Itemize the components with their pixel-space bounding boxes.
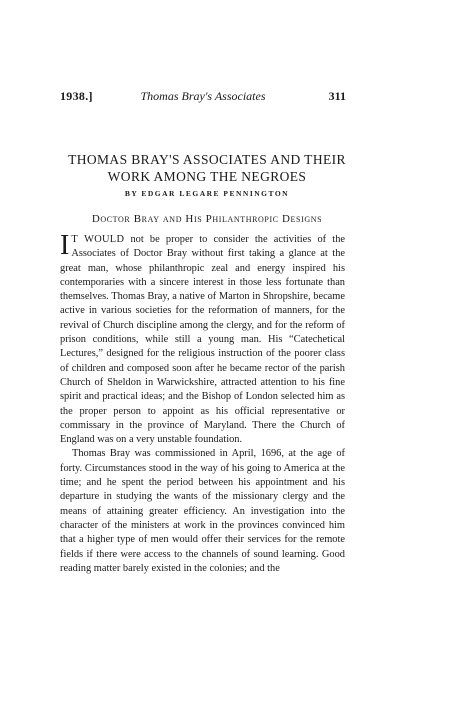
paragraph-2: Thomas Bray was commissioned in April, 1696, at the age of forty. Circumstances stood in the way of his going to America at the time; and he spent the period between his appointment and his departure in studying the wants of the missionary clergy and the means of attaining greater efficiency. An investigation into the character of the ministers at work in the provinces convinced him that a higher type of men would offer their services for the remote fields if there were access to the channels of sound learning. Good reading matter barely existed in the colonies; and the bbox=[60, 448, 345, 574]
paragraph-1 bbox=[60, 230, 345, 447]
section-heading: Doctor Bray and His Philanthropic Designs bbox=[91, 213, 323, 225]
article-title-line-2: WORK AMONG THE NEGROES bbox=[107, 169, 307, 184]
lead-in: T WOULD bbox=[71, 234, 125, 245]
drop-cap: I bbox=[60, 230, 70, 261]
page-number: 311 bbox=[328, 89, 346, 103]
author-byline: BY EDGAR LEGARE PENNINGTON bbox=[124, 189, 290, 198]
running-head-title: Thomas Bray's Associates bbox=[140, 89, 266, 103]
running-head-year: 1938.] bbox=[60, 89, 93, 103]
article-title bbox=[40, 151, 374, 185]
running-head bbox=[60, 89, 346, 105]
article-title-line-1: THOMAS BRAY'S ASSOCIATES AND THEIR bbox=[68, 152, 346, 167]
paragraph-1-text: not be proper to consider the activities of the Associates of Doctor Bray without first taking a glance at the great man, whose philanthropic zeal and energy inspired his contemporaries with a sincere interest in those less fortunate than themselves. Thomas Bray, a native of Marton in Shropshire, became active in various societies for the reformation of manners, for the revival of Church discipline among the clergy, and for the reform of prison conditions, while still a young man. His “Catechetical Lectures,” designed for the religious instruction of the poorer class of children and composed soon after he became rector of the parish Church of Sheldon in Warwickshire, attracted attention to his fine spirit and practical ideas; and the Bishop of London selected him as the proper person to appoint as his official representative or commissary in the province of Maryland. There the Church of England was on a very unstable foundation. bbox=[60, 234, 345, 446]
article-body bbox=[60, 230, 345, 576]
